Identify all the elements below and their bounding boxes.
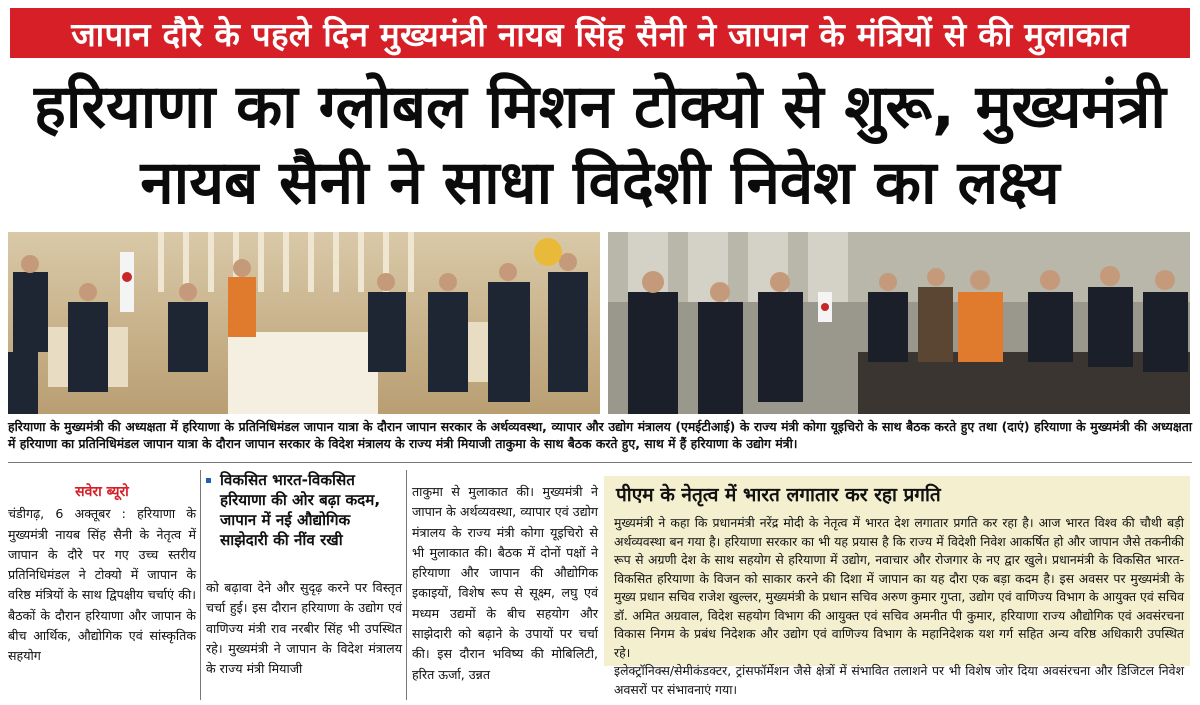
article-column-2: को बढ़ावा देने और सुदृढ़ करने पर विस्तृत चर्चा हुई। इस दौरान हरियाणा के उद्योग एवं वाणिज्य मंत्री राव नरबीर सिंह भी उपस्थित रहे। मुख्यमंत्री ने जापान के विदेश मंत्रालय के राज्य मंत्री मियाजी <box>206 580 402 677</box>
kicker-text: जापान दौरे के पहले दिन मुख्यमंत्री नायब सिंह सैनी ने जापान के मंत्रियों से की मुलाकात <box>71 14 1129 54</box>
kicker-banner <box>10 8 1190 58</box>
column-divider <box>200 470 201 700</box>
meeting-photo-left <box>8 232 600 414</box>
article-column-1 <box>8 482 196 667</box>
byline: सवेरा ब्यूरो <box>75 484 129 500</box>
subhead-block <box>206 470 402 550</box>
meeting-photo-right <box>608 232 1190 414</box>
article-column-3: ताकुमा से मुलाकात की। मुख्यमंत्री ने जापान के अर्थव्यवस्था, व्यापार एवं उद्योग मंत्रालय के राज्य मंत्री कोगा यूइचिरो से भी मुलाकात की। बैठक में दोनों पक्षों ने हरियाणा और जापान की औद्योगिक इकाइयों, विशेष रूप से सूक्ष्म, लघु एवं मध्यम उद्यमों के बीच सहयोग और साझेदारी को बढ़ाने के उपायों पर चर्चा की। इस दौरान भविष्य की मोबिलिटी, हरित ऊर्जा, उन्नत <box>412 484 598 682</box>
column-divider <box>406 470 407 700</box>
headline-line-2: नायब सैनी ने साधा विदेशी निवेश का लक्ष्य <box>140 148 1060 218</box>
bullet-icon <box>206 478 211 483</box>
divider-rule <box>8 462 1192 463</box>
box-body: मुख्यमंत्री ने कहा कि प्रधानमंत्री नरेंद्र मोदी के नेतृत्व में भारत देश लगातार प्रगति कर रहा है। आज भारत विश्व की चौथी बड़ी अर्थव्यवस्था बन गया है। हरियाणा सरकार का भी यह प्रयास है कि राज्य में विदेशी निवेश आकर्षित हो और जापान जैसे तकनीकी रूप से अग्रणी देश के साथ सहयोग से हरियाणा में उद्योग, नवाचार और रोजगार के नए द्वार खुले। प्रधानमंत्री के विकसित भारत-विकसित हरियाणा के विजन को साकार करने की दिशा में जापान का यह दौरा एक बड़ा कदम है। इस अवसर पर मुख्यमंत्री के मुख्य प्रधान सचिव राजेश खुल्लर, मुख्यमंत्री के प्रधान सचिव अरुण कुमार गुप्ता, उद्योग एवं वाणिज्य विभाग के आयुक्त एवं सचिव डॉ. अमित अग्रवाल, विदेश सहयोग विभाग की आयुक्त एवं सचिव अमनीत पी कुमार, हरियाणा राज्य औद्योगिक एवं अवसंरचना विकास निगम के प्रबंध निदेशक और उद्योग एवं वाणिज्य विभाग के महानिदेशक यश गर्ग सहित अन्य वरिष्ठ अधिकारी उपस्थित रहे। <box>614 515 1184 660</box>
headline-line-1: हरियाणा का ग्लोबल मिशन टोक्यो से शुरू, मुख्यमंत्री <box>34 72 1166 142</box>
subhead-text: विकसित भारत-विकसित हरियाणा की ओर बढ़ा कदम, जापान में नई औद्योगिक साझेदारी की नींव रखी <box>220 471 381 549</box>
article-footer-text: इलेक्ट्रॉनिक्स/सेमीकंडक्टर, ट्रांसफॉर्मेशन जैसे क्षेत्रों में संभावित तलाशने पर भी विशेष जोर दिया अवसंरचना और डिजिटल निवेश अवसरों पर संभावनाएं गया। <box>614 663 1184 697</box>
column-1-text: चंडीगढ़, 6 अक्तूबर : हरियाणा के मुख्यमंत्री नायब सिंह सैनी के नेतृत्व में जापान के दौरे पर गए उच्च स्तरीय प्रतिनिधिमंडल ने टोक्यो में जापान के वरिष्ठ मंत्रियों के साथ द्विपक्षीय चर्चाएं की। बैठकों के दौरान हरियाणा और जापान के बीच आर्थिक, औद्योगिक एवं सांस्कृतिक सहयोग <box>8 506 196 664</box>
box-title: पीएम के नेतृत्व में भारत लगातार कर रहा प्रगति <box>616 484 941 506</box>
photo-caption: हरियाणा के मुख्यमंत्री की अध्यक्षता में हरियाणा के प्रतिनिधिमंडल जापान यात्रा के दौरान जापान सरकार के अर्थव्यवस्था, व्यापार और उद्योग मंत्रालय (एमईटीआई) के राज्य मंत्री कोगा यूइचिरो के साथ बैठक करते हुए तथा (दाएं) हरियाणा के मुख्यमंत्री की अध्यक्षता में हरियाणा का प्रतिनिधिमंडल जापान यात्रा के दौरान जापान सरकार के विदेश मंत्रालय के राज्य मंत्री मियाजी ताकुमा के साथ बैठक करते हुए, साथ में हैं हरियाणा के उद्योग मंत्री। <box>8 419 1192 451</box>
